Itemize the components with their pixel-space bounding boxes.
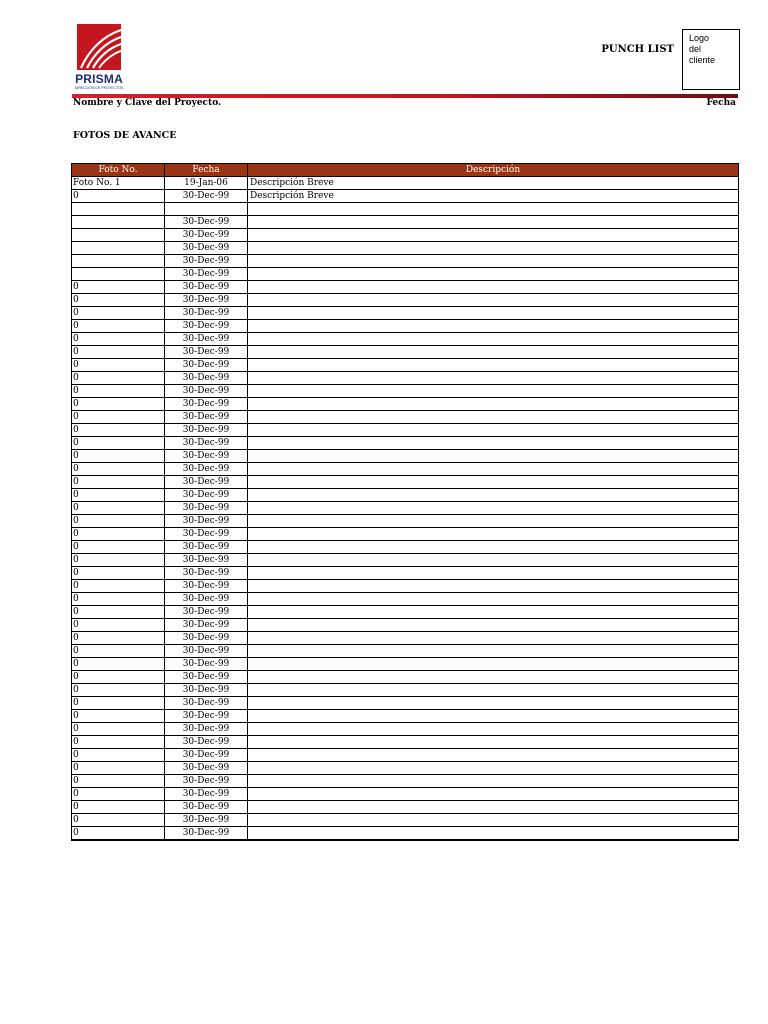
photo-no-cell[interactable] (72, 216, 165, 229)
table-row (72, 489, 739, 502)
table-row (72, 710, 739, 723)
description-cell[interactable] (248, 619, 739, 632)
table-row (72, 684, 739, 697)
description-cell[interactable] (248, 567, 739, 580)
photo-no-cell[interactable]: 0 (72, 476, 165, 489)
date-cell[interactable]: 30-Dec-99 (165, 671, 248, 684)
description-cell[interactable] (248, 502, 739, 515)
description-cell[interactable] (248, 359, 739, 372)
date-cell[interactable]: 30-Dec-99 (165, 541, 248, 554)
description-cell[interactable] (248, 307, 739, 320)
date-cell[interactable]: 30-Dec-99 (165, 528, 248, 541)
date-cell[interactable]: 30-Dec-99 (165, 424, 248, 437)
table-row (72, 619, 739, 632)
photo-no-cell[interactable]: 0 (72, 385, 165, 398)
table-row (72, 632, 739, 645)
photo-no-cell[interactable]: 0 (72, 437, 165, 450)
description-cell[interactable] (248, 333, 739, 346)
date-cell[interactable]: 30-Dec-99 (165, 606, 248, 619)
description-cell[interactable] (248, 801, 739, 814)
date-cell[interactable]: 30-Dec-99 (165, 320, 248, 333)
table-row (72, 437, 739, 450)
description-cell[interactable] (248, 775, 739, 788)
date-cell[interactable]: 30-Dec-99 (165, 788, 248, 801)
table-row (72, 229, 739, 242)
date-cell[interactable]: 30-Dec-99 (165, 775, 248, 788)
date-cell[interactable]: 30-Dec-99 (165, 450, 248, 463)
description-cell[interactable] (248, 424, 739, 437)
table-row (72, 567, 739, 580)
table-row (72, 502, 739, 515)
table-row (72, 307, 739, 320)
table-row (72, 606, 739, 619)
description-cell[interactable] (248, 736, 739, 749)
project-name-label: Nombre y Clave del Proyecto. (73, 98, 222, 108)
photo-no-cell[interactable]: 0 (72, 658, 165, 671)
photo-no-cell[interactable]: Foto No. 1 (72, 177, 165, 190)
description-cell[interactable] (248, 658, 739, 671)
date-cell[interactable]: 30-Dec-99 (165, 736, 248, 749)
date-cell[interactable]: 30-Dec-99 (165, 749, 248, 762)
photo-no-cell[interactable]: 0 (72, 489, 165, 502)
photo-no-cell[interactable]: 0 (72, 333, 165, 346)
date-cell[interactable]: 30-Dec-99 (165, 476, 248, 489)
table-row (72, 177, 739, 190)
description-cell[interactable] (248, 255, 739, 268)
table-row (72, 281, 739, 294)
table-header-row (72, 164, 739, 177)
description-cell[interactable]: Descripción Breve (248, 177, 739, 190)
photo-no-cell[interactable] (72, 203, 165, 216)
date-cell[interactable]: 30-Dec-99 (165, 359, 248, 372)
photo-no-cell[interactable]: 0 (72, 736, 165, 749)
prisma-logo-mark-icon (77, 24, 121, 70)
date-cell[interactable]: 30-Dec-99 (165, 658, 248, 671)
photo-no-cell[interactable]: 0 (72, 567, 165, 580)
table-row (72, 255, 739, 268)
photo-no-cell[interactable]: 0 (72, 359, 165, 372)
photo-no-cell[interactable]: 0 (72, 294, 165, 307)
photo-no-cell[interactable]: 0 (72, 541, 165, 554)
date-cell[interactable]: 30-Dec-99 (165, 372, 248, 385)
description-cell[interactable] (248, 229, 739, 242)
description-cell[interactable] (248, 580, 739, 593)
date-cell[interactable]: 30-Dec-99 (165, 827, 248, 841)
photo-no-cell[interactable]: 0 (72, 827, 165, 841)
photo-no-cell[interactable]: 0 (72, 697, 165, 710)
date-cell[interactable]: 30-Dec-99 (165, 801, 248, 814)
table-row (72, 723, 739, 736)
table-row (72, 762, 739, 775)
date-cell[interactable]: 30-Dec-99 (165, 333, 248, 346)
description-cell[interactable] (248, 320, 739, 333)
photo-no-cell[interactable]: 0 (72, 593, 165, 606)
date-cell[interactable]: 30-Dec-99 (165, 762, 248, 775)
description-cell[interactable] (248, 281, 739, 294)
photo-no-cell[interactable]: 0 (72, 723, 165, 736)
description-cell[interactable] (248, 762, 739, 775)
table-row (72, 450, 739, 463)
client-logo-placeholder (682, 29, 740, 90)
client-logo-line: cliente (689, 55, 716, 65)
table-row (72, 411, 739, 424)
description-cell[interactable] (248, 632, 739, 645)
photo-no-cell[interactable]: 0 (72, 788, 165, 801)
client-logo-line: Logo (689, 33, 710, 43)
table-row (72, 463, 739, 476)
table-row (72, 398, 739, 411)
description-cell[interactable]: Descripción Breve (248, 190, 739, 203)
description-cell[interactable] (248, 554, 739, 567)
photo-table (71, 163, 739, 841)
table-row (72, 827, 739, 841)
date-cell[interactable]: 30-Dec-99 (165, 554, 248, 567)
description-cell[interactable] (248, 515, 739, 528)
column-header-description: Descripción (248, 164, 739, 177)
date-cell[interactable]: 30-Dec-99 (165, 346, 248, 359)
table-row (72, 775, 739, 788)
description-cell[interactable] (248, 749, 739, 762)
date-cell[interactable]: 30-Dec-99 (165, 593, 248, 606)
date-cell[interactable]: 19-Jan-06 (165, 177, 248, 190)
photo-no-cell[interactable]: 0 (72, 450, 165, 463)
photo-no-cell[interactable]: 0 (72, 502, 165, 515)
date-cell[interactable]: 30-Dec-99 (165, 242, 248, 255)
date-cell[interactable]: 30-Dec-99 (165, 580, 248, 593)
table-row (72, 541, 739, 554)
description-cell[interactable] (248, 827, 739, 841)
date-cell[interactable]: 30-Dec-99 (165, 632, 248, 645)
description-cell[interactable] (248, 450, 739, 463)
table-row (72, 372, 739, 385)
description-cell[interactable] (248, 645, 739, 658)
date-cell[interactable]: 30-Dec-99 (165, 710, 248, 723)
photo-no-cell[interactable]: 0 (72, 580, 165, 593)
description-cell[interactable] (248, 541, 739, 554)
table-row (72, 203, 739, 216)
date-cell[interactable]: 30-Dec-99 (165, 697, 248, 710)
date-cell[interactable]: 30-Dec-99 (165, 294, 248, 307)
description-cell[interactable] (248, 242, 739, 255)
table-row (72, 476, 739, 489)
date-cell[interactable]: 30-Dec-99 (165, 190, 248, 203)
date-cell[interactable]: 30-Dec-99 (165, 515, 248, 528)
table-row (72, 814, 739, 827)
table-row (72, 801, 739, 814)
photo-no-cell[interactable] (72, 229, 165, 242)
description-cell[interactable] (248, 463, 739, 476)
photo-no-cell[interactable]: 0 (72, 775, 165, 788)
photo-no-cell[interactable]: 0 (72, 801, 165, 814)
client-logo-line: del (689, 44, 702, 54)
photo-no-cell[interactable]: 0 (72, 307, 165, 320)
date-cell[interactable]: 30-Dec-99 (165, 489, 248, 502)
date-cell[interactable]: 30-Dec-99 (165, 619, 248, 632)
photo-no-cell[interactable]: 0 (72, 528, 165, 541)
table-row (72, 736, 739, 749)
date-cell[interactable]: 30-Dec-99 (165, 684, 248, 697)
description-cell[interactable] (248, 697, 739, 710)
table-row (72, 528, 739, 541)
photo-no-cell[interactable]: 0 (72, 671, 165, 684)
table-row (72, 645, 739, 658)
date-cell[interactable]: 30-Dec-99 (165, 268, 248, 281)
description-cell[interactable] (248, 489, 739, 502)
prisma-logo (72, 24, 126, 94)
table-row (72, 424, 739, 437)
description-cell[interactable] (248, 216, 739, 229)
table-row (72, 788, 739, 801)
description-cell[interactable] (248, 294, 739, 307)
date-cell[interactable]: 30-Dec-99 (165, 385, 248, 398)
description-cell[interactable] (248, 606, 739, 619)
photo-no-cell[interactable]: 0 (72, 411, 165, 424)
date-cell[interactable]: 30-Dec-99 (165, 411, 248, 424)
photo-no-cell[interactable] (72, 268, 165, 281)
table-row (72, 749, 739, 762)
date-cell[interactable]: 30-Dec-99 (165, 307, 248, 320)
table-row (72, 346, 739, 359)
table-row (72, 515, 739, 528)
description-cell[interactable] (248, 476, 739, 489)
date-cell[interactable]: 30-Dec-99 (165, 255, 248, 268)
table-row (72, 554, 739, 567)
photo-no-cell[interactable]: 0 (72, 515, 165, 528)
description-cell[interactable] (248, 398, 739, 411)
table-row (72, 190, 739, 203)
document-title: PUNCH LIST (601, 44, 674, 55)
photo-no-cell[interactable] (72, 255, 165, 268)
date-cell[interactable]: 30-Dec-99 (165, 398, 248, 411)
photo-no-cell[interactable]: 0 (72, 554, 165, 567)
description-cell[interactable] (248, 385, 739, 398)
date-cell[interactable]: 30-Dec-99 (165, 567, 248, 580)
description-cell[interactable] (248, 710, 739, 723)
table-body (72, 177, 739, 841)
description-cell[interactable] (248, 671, 739, 684)
photo-no-cell[interactable]: 0 (72, 281, 165, 294)
date-cell[interactable]: 30-Dec-99 (165, 281, 248, 294)
date-cell[interactable]: 30-Dec-99 (165, 437, 248, 450)
photo-no-cell[interactable]: 0 (72, 346, 165, 359)
photo-no-cell[interactable]: 0 (72, 632, 165, 645)
table-row (72, 658, 739, 671)
date-cell[interactable]: 30-Dec-99 (165, 502, 248, 515)
table-row (72, 697, 739, 710)
photo-no-cell[interactable]: 0 (72, 398, 165, 411)
photo-no-cell[interactable]: 0 (72, 463, 165, 476)
date-label: Fecha (706, 98, 736, 108)
description-cell[interactable] (248, 723, 739, 736)
photo-no-cell[interactable]: 0 (72, 645, 165, 658)
description-cell[interactable] (248, 528, 739, 541)
table-row (72, 216, 739, 229)
table-row (72, 268, 739, 281)
date-cell[interactable]: 30-Dec-99 (165, 814, 248, 827)
description-cell[interactable] (248, 814, 739, 827)
table-row (72, 593, 739, 606)
table-row (72, 671, 739, 684)
photo-no-cell[interactable]: 0 (72, 710, 165, 723)
table-row (72, 294, 739, 307)
description-cell[interactable] (248, 411, 739, 424)
table-row (72, 242, 739, 255)
photo-no-cell[interactable]: 0 (72, 320, 165, 333)
table-row (72, 320, 739, 333)
photo-no-cell[interactable]: 0 (72, 749, 165, 762)
column-header-date: Fecha (165, 164, 248, 177)
brand-tagline: DIRECCIÓN DE PROYECTOS (74, 86, 124, 90)
photo-no-cell[interactable]: 0 (72, 606, 165, 619)
description-cell[interactable] (248, 684, 739, 697)
table-row (72, 385, 739, 398)
description-cell[interactable] (248, 593, 739, 606)
column-header-photo-no: Foto No. (72, 164, 165, 177)
table-row (72, 333, 739, 346)
description-cell[interactable] (248, 788, 739, 801)
description-cell[interactable] (248, 346, 739, 359)
description-cell[interactable] (248, 268, 739, 281)
photo-no-cell[interactable]: 0 (72, 372, 165, 385)
date-cell[interactable]: 30-Dec-99 (165, 645, 248, 658)
photo-no-cell[interactable] (72, 242, 165, 255)
description-cell[interactable] (248, 203, 739, 216)
photo-no-cell[interactable]: 0 (72, 762, 165, 775)
description-cell[interactable] (248, 372, 739, 385)
photo-no-cell[interactable]: 0 (72, 684, 165, 697)
section-title: FOTOS DE AVANCE (73, 130, 177, 141)
table-row (72, 580, 739, 593)
photo-no-cell[interactable]: 0 (72, 619, 165, 632)
photo-no-cell[interactable]: 0 (72, 190, 165, 203)
description-cell[interactable] (248, 437, 739, 450)
date-cell[interactable]: 30-Dec-99 (165, 216, 248, 229)
table-row (72, 359, 739, 372)
date-cell[interactable]: 30-Dec-99 (165, 463, 248, 476)
brand-name: PRISMA (75, 72, 123, 86)
date-cell[interactable]: 30-Dec-99 (165, 723, 248, 736)
date-cell[interactable] (165, 203, 248, 216)
date-cell[interactable]: 30-Dec-99 (165, 229, 248, 242)
photo-no-cell[interactable]: 0 (72, 814, 165, 827)
photo-no-cell[interactable]: 0 (72, 424, 165, 437)
